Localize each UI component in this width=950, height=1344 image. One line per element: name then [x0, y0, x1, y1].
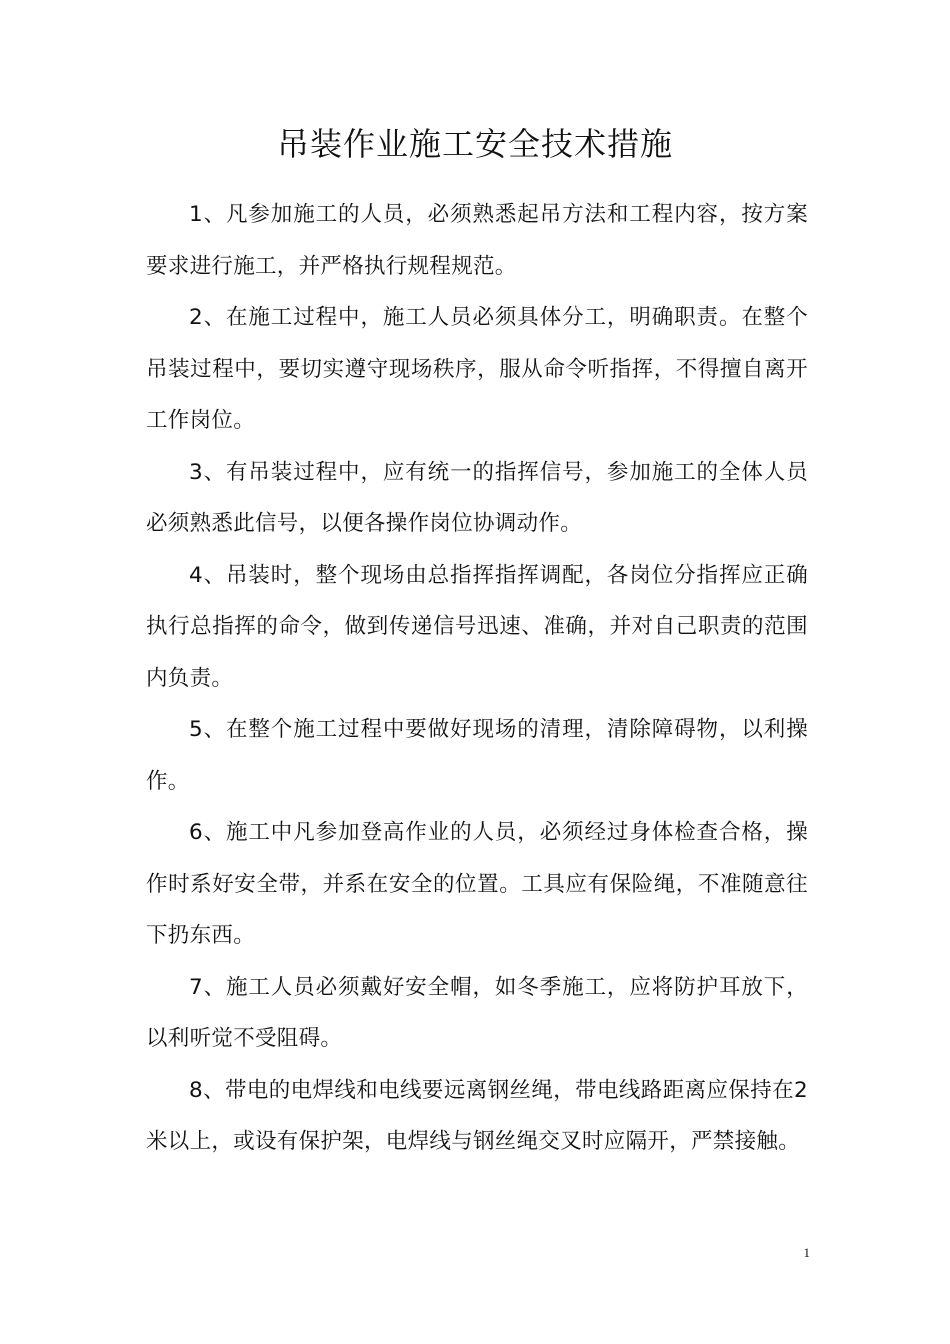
document-title: 吊装作业施工安全技术措施	[276, 125, 673, 163]
paragraph-8: 8、带电的电焊线和电线要远离钢丝绳，带电线路距离应保持在2米以上，或设有保护架，电焊线与钢丝绳交叉时应隔开，严禁接触。	[146, 1077, 808, 1154]
paragraph-1: 1、凡参加施工的人员，必须熟悉起吊方法和工程内容，按方案要求进行施工，并严格执行规程规范。	[146, 202, 808, 279]
page-number: 1	[803, 1245, 810, 1260]
paragraph-2: 2、在施工过程中，施工人员必须具体分工，明确职责。在整个吊装过程中，要切实遵守现场秩序，服从命令听指挥，不得擅自离开工作岗位。	[146, 305, 808, 433]
document-body	[146, 189, 808, 1168]
paragraph-6: 6、施工中凡参加登高作业的人员，必须经过身体检查合格，操作时系好安全带，并系在安全的位置。工具应有保险绳，不准随意往下扔东西。	[146, 820, 808, 948]
paragraph-7: 7、施工人员必须戴好安全帽，如冬季施工，应将防护耳放下，以利听觉不受阻碍。	[146, 974, 808, 1051]
paragraph-5: 5、在整个施工过程中要做好现场的清理，清除障碍物，以利操作。	[146, 717, 808, 794]
paragraph-4: 4、吊装时，整个现场由总指挥指挥调配，各岗位分指挥应正确执行总指挥的命令，做到传递信号迅速、准确，并对自己职责的范围内负责。	[146, 562, 808, 691]
paragraph-3: 3、有吊装过程中，应有统一的指挥信号，参加施工的全体人员必须熟悉此信号，以便各操作岗位协调动作。	[146, 459, 808, 536]
